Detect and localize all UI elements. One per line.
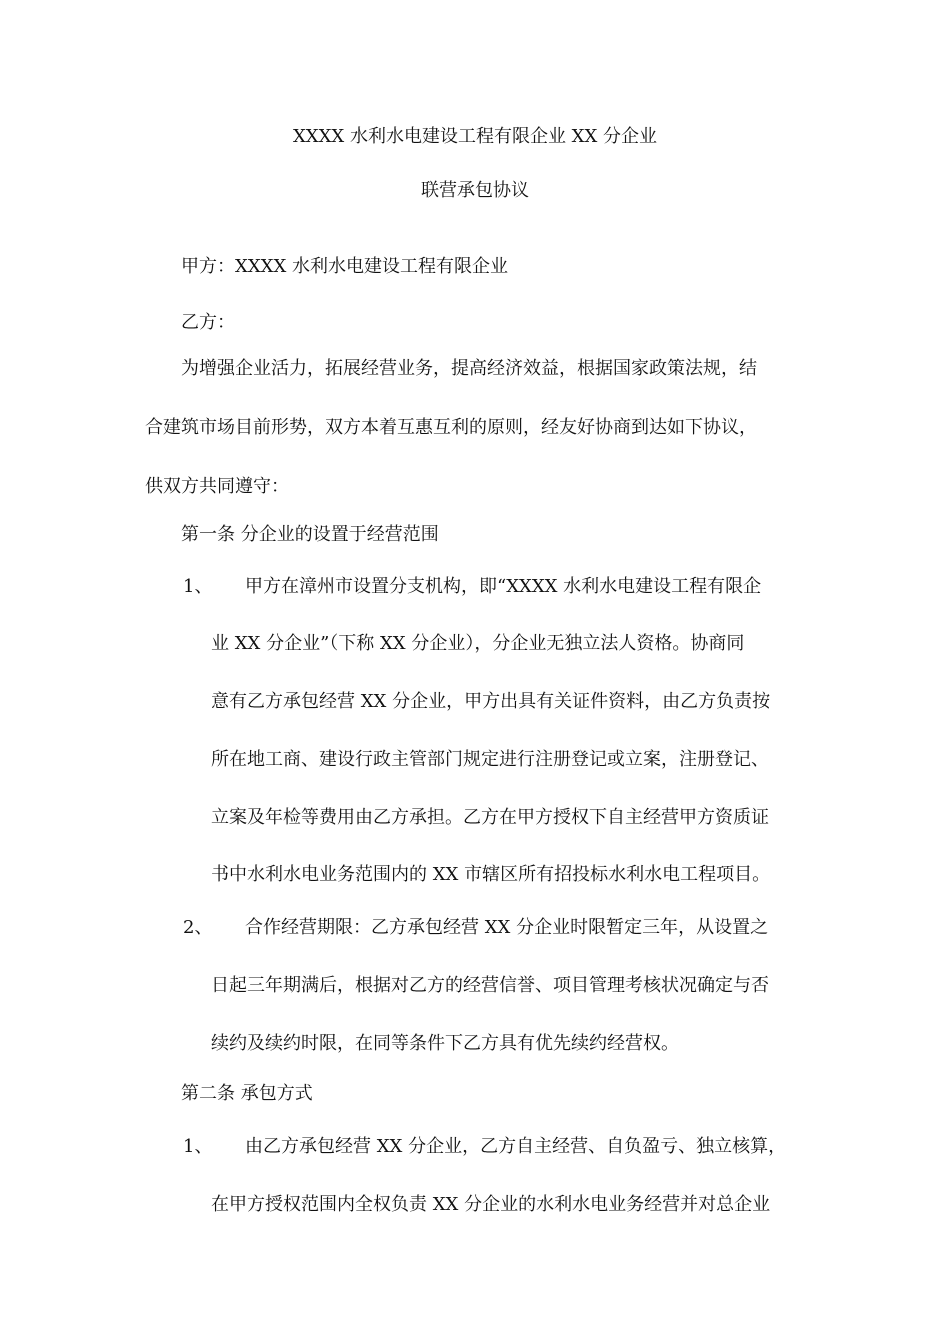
clause-line: 意有乙方承包经营 XX 分企业，甲方出具有关证件资料，由乙方负责按 [211, 691, 771, 712]
clause-line: 所在地工商、建设行政主管部门规定进行注册登记或立案，注册登记、 [211, 749, 769, 770]
clause-number: 2、 [183, 917, 213, 938]
party-a: 甲方：XXXX 水利水电建设工程有限企业 [181, 256, 508, 277]
clause-line: 书中水利水电业务范围内的 XX 市辖区所有招投标水利水电工程项目。 [211, 864, 771, 885]
article-2-heading: 第二条 承包方式 [181, 1083, 313, 1104]
clause-line: 日起三年期满后，根据对乙方的经营信誉、项目管理考核状况确定与否 [211, 975, 769, 996]
clause-line: 续约及续约时限，在同等条件下乙方具有优先续约经营权。 [211, 1033, 679, 1054]
article-1-heading: 第一条 分企业的设置于经营范围 [181, 524, 439, 545]
document-subtitle: 联营承包协议 [421, 180, 529, 201]
clause-line: 由乙方承包经营 XX 分企业，乙方自主经营、自负盈亏、独立核算， [245, 1136, 787, 1157]
intro-line: 为增强企业活力，拓展经营业务，提高经济效益，根据国家政策法规，结 [181, 358, 757, 379]
clause-line: 立案及年检等费用由乙方承担。乙方在甲方授权下自主经营甲方资质证 [211, 807, 769, 828]
intro-line: 供双方共同遵守： [145, 476, 289, 497]
party-b: 乙方： [181, 312, 235, 333]
clause-number: 1、 [183, 576, 213, 597]
intro-line: 合建筑市场目前形势，双方本着互惠互利的原则，经友好协商到达如下协议， [145, 417, 757, 438]
clause-line: 在甲方授权范围内全权负责 XX 分企业的水利水电业务经营并对总企业 [211, 1194, 771, 1215]
clause-line: 业 XX 分企业”（下称 XX 分企业），分企业无独立法人资格。协商同 [211, 633, 745, 654]
clause-line: 甲方在漳州市设置分支机构，即“XXXX 水利水电建设工程有限企 [245, 576, 762, 597]
clause-number: 1、 [183, 1136, 213, 1157]
document-title: XXXX 水利水电建设工程有限企业 XX 分企业 [292, 126, 658, 147]
clause-line: 合作经营期限：乙方承包经营 XX 分企业时限暂定三年，从设置之 [245, 917, 769, 938]
